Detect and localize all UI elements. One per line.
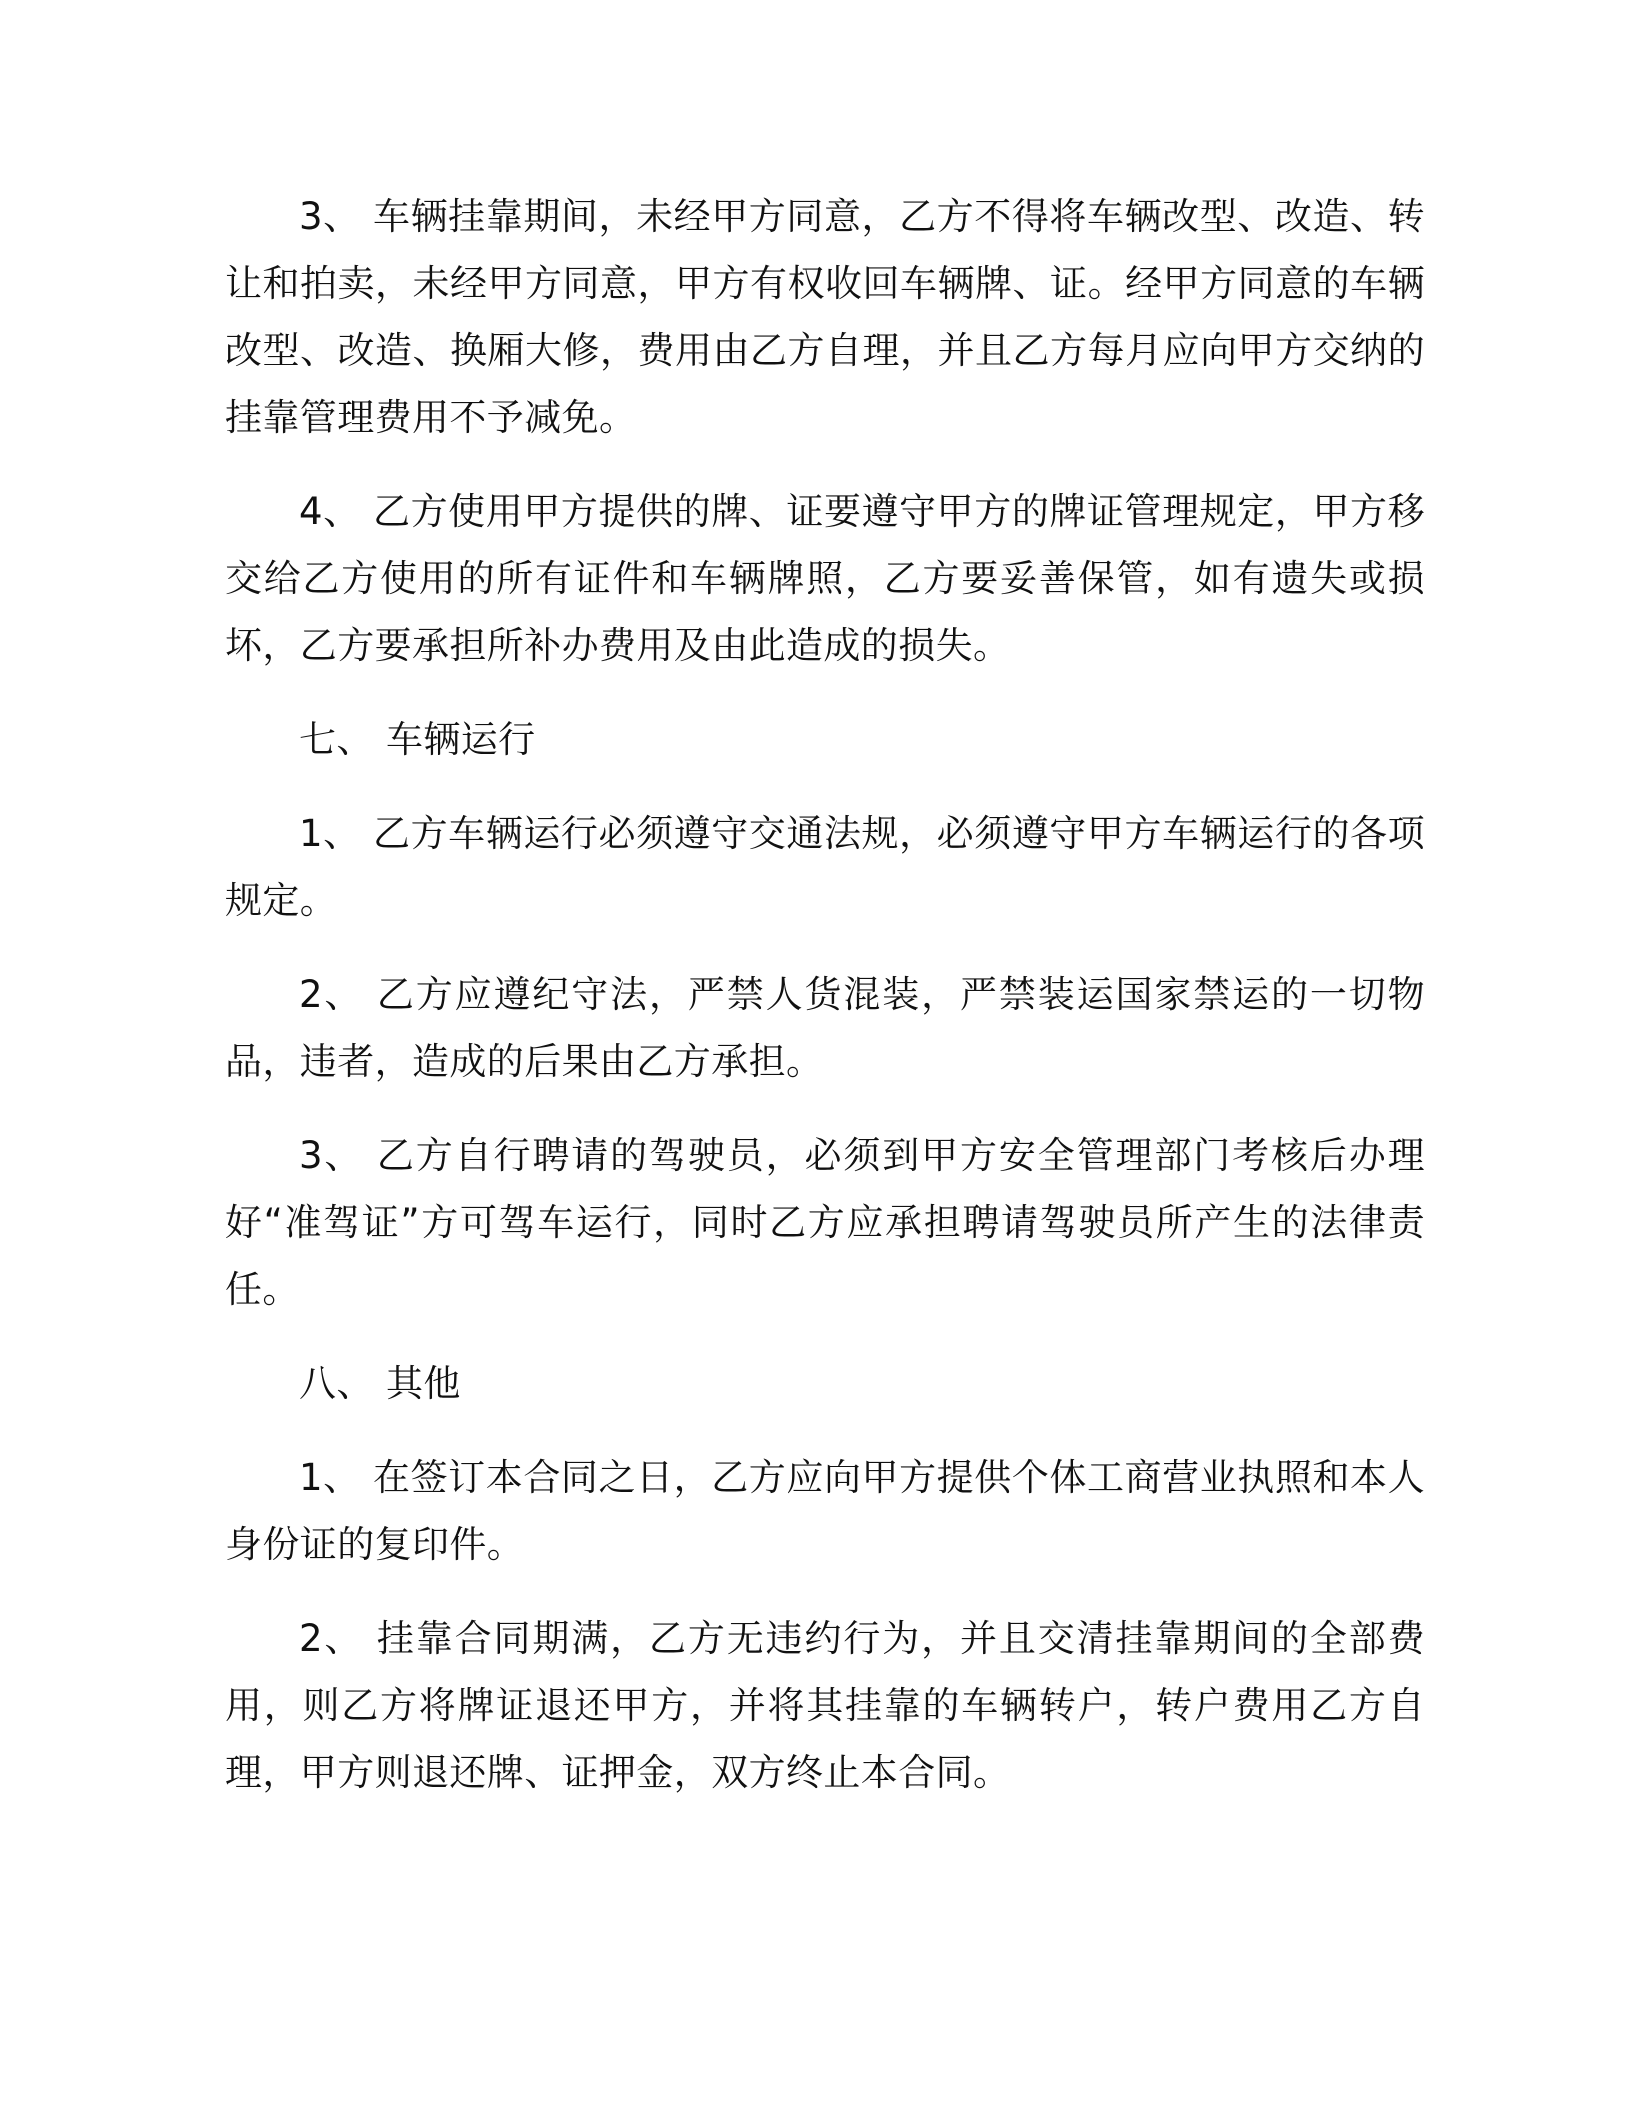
clause-2-prohibited-cargo: 2、 乙方应遵纪守法，严禁人货混装，严禁装运国家禁运的一切物品，违者，造成的后果由乙方承担。: [225, 973, 1425, 1083]
section-heading-vehicle-operation: 七、 车辆运行: [299, 718, 536, 761]
clause-2-contract-expiry: 2、 挂靠合同期满，乙方无违约行为，并且交清挂靠期间的全部费用，则乙方将牌证退还甲方，并将其挂靠的车辆转户，转户费用乙方自理，甲方则退还牌、证押金，双方终止本合同。: [225, 1617, 1425, 1794]
clause-1-traffic-regulations: 1、 乙方车辆运行必须遵守交通法规，必须遵守甲方车辆运行的各项规定。: [225, 812, 1425, 922]
clause-3-vehicle-modification: 3、 车辆挂靠期间，未经甲方同意，乙方不得将车辆改型、改造、转让和拍卖，未经甲方同意，甲方有权收回车辆牌、证。经甲方同意的车辆改型、改造、换厢大修，费用由乙方自理，并且乙方每月应向甲方交纳的挂靠管理费用不予减免。: [225, 195, 1425, 439]
clause-4-plate-certificate-management: 4、 乙方使用甲方提供的牌、证要遵守甲方的牌证管理规定，甲方移交给乙方使用的所有证件和车辆牌照，乙方要妥善保管，如有遗失或损坏，乙方要承担所补办费用及由此造成的损失。: [225, 490, 1425, 667]
section-heading-other: 八、 其他: [299, 1362, 461, 1405]
clause-3-hired-drivers: 3、 乙方自行聘请的驾驶员，必须到甲方安全管理部门考核后办理好“准驾证”方可驾车运行，同时乙方应承担聘请驾驶员所产生的法律责任。: [225, 1134, 1425, 1311]
clause-1-license-copies: 1、 在签订本合同之日，乙方应向甲方提供个体工商营业执照和本人身份证的复印件。: [225, 1456, 1425, 1566]
document-body: [225, 183, 1425, 1833]
